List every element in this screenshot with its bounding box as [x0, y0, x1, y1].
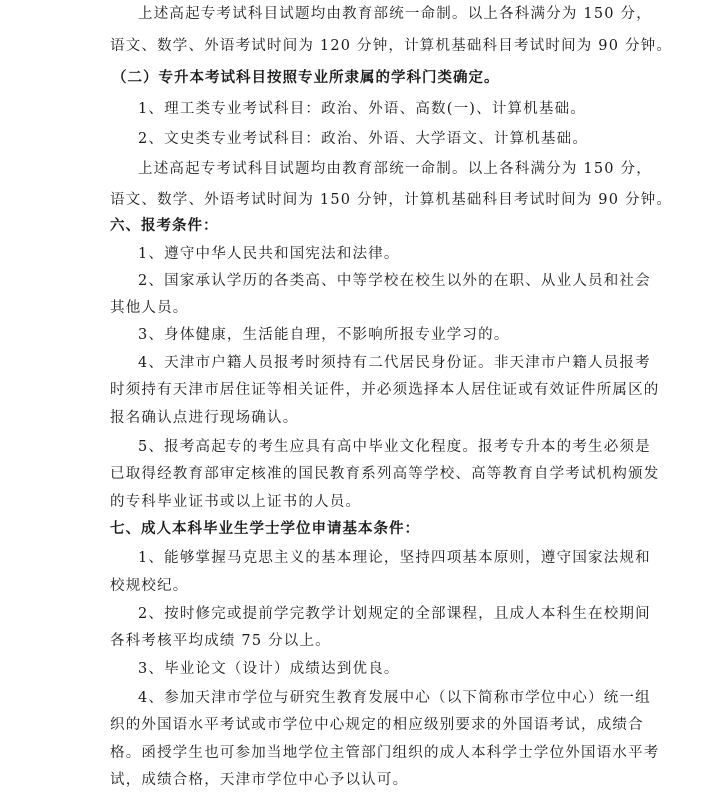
- list-item: 2、国家承认学历的各类高、中等学校在校生以外的在职、从业人员和社会: [138, 273, 651, 289]
- list-item-continuation: 试，成绩合格，天津市学位中心予以认可。: [110, 772, 409, 788]
- list-item-continuation: 其他人员。: [110, 300, 189, 316]
- list-item-continuation: 校规校纪。: [110, 578, 189, 594]
- list-item: 3、毕业论文（设计）成绩达到优良。: [138, 661, 400, 677]
- list-item: 2、文史类专业考试科目：政治、外语、大学语文、计算机基础。: [138, 131, 589, 147]
- list-item: 1、遵守中华人民共和国宪法和法律。: [138, 246, 400, 262]
- list-item: 2、按时修完或提前学完教学计划规定的全部课程，且成人本科生在校期间: [138, 606, 651, 622]
- list-item: 4、参加天津市学位与研究生教育发展中心（以下简称市学位中心）统一组: [138, 690, 651, 706]
- list-item: 3、身体健康，生活能自理，不影响所报专业学习的。: [138, 327, 510, 343]
- paragraph-line: 语文、数学、外语考试时间为 150 分钟，计算机基础科目考试时间为 90 分钟。: [110, 192, 673, 208]
- section-heading: 七、成人本科毕业生学士学位申请基本条件：: [110, 521, 420, 537]
- list-item-continuation: 的专科毕业证书或以上证书的人员。: [110, 494, 362, 510]
- paragraph-line: 上述高起专考试科目试题均由教育部统一命制。以上各科满分为 150 分，: [138, 161, 652, 177]
- list-item-continuation: 格。函授学生也可参加当地学位主管部门组织的成人本科学士学位外国语水平考: [110, 745, 660, 761]
- list-item: 1、理工类专业考试科目：政治、外语、高数(一)、计算机基础。: [138, 101, 587, 117]
- paragraph-line: 语文、数学、外语考试时间为 120 分钟，计算机基础科目考试时间为 90 分钟。: [110, 38, 673, 54]
- list-item: 1、能够掌握马克思主义的基本理论，坚持四项基本原则，遵守国家法规和: [138, 550, 651, 566]
- list-item-continuation: 织的外国语水平考试或市学位中心规定的相应级别要求的外国语考试，成绩合: [110, 717, 644, 733]
- list-item-continuation: 报名确认点进行现场确认。: [110, 410, 299, 426]
- section-heading: （二）专升本考试科目按照专业所隶属的学科门类确定。: [112, 70, 500, 86]
- list-item-continuation: 各科考核平均成绩 75 分以上。: [110, 633, 331, 649]
- list-item-continuation: 时须持有天津市居住证等相关证件，并必须选择本人居住证或有效证件所属区的: [110, 382, 660, 398]
- list-item: 4、天津市户籍人员报考时须持有二代居民身份证。非天津市户籍人员报考: [138, 355, 651, 371]
- paragraph-line: 上述高起专考试科目试题均由教育部统一命制。以上各科满分为 150 分，: [138, 6, 652, 22]
- section-heading: 六、报考条件：: [110, 218, 219, 234]
- list-item-continuation: 已取得经教育部审定核准的国民教育系列高等学校、高等教育自学考试机构颁发: [110, 466, 660, 482]
- list-item: 5、报考高起专的考生应具有高中毕业文化程度。报考专升本的考生必须是: [138, 439, 651, 455]
